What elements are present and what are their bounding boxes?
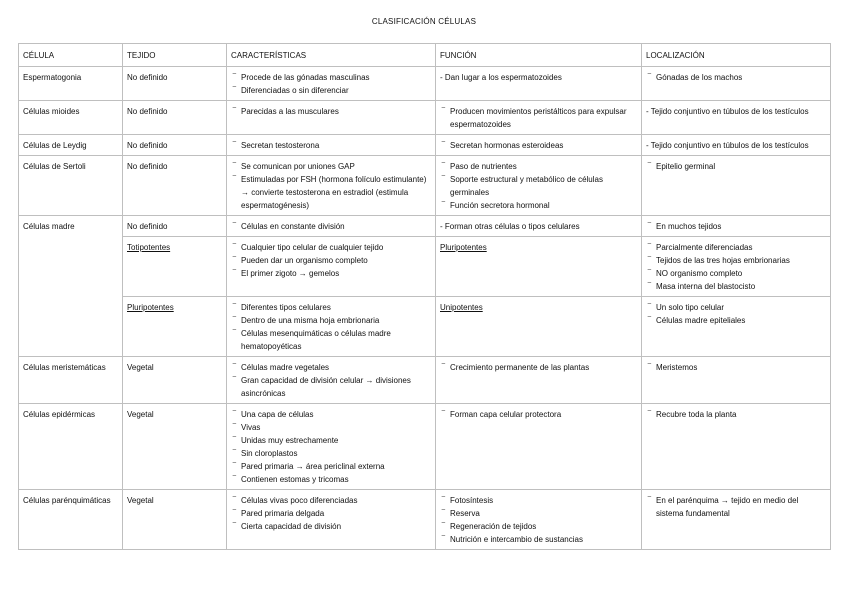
location-item: - Tejido conjuntivo en túbulos de los testículos	[646, 107, 809, 116]
function-item: ⁻ Crecimiento permanente de las plantas	[440, 361, 637, 374]
cell-name: Células de Sertoli	[19, 156, 123, 216]
header-cell: CÉLULA	[19, 44, 123, 67]
feature-item: ⁻ Unidas muy estrechamente	[231, 434, 431, 447]
feature-item: ⁻ Cualquier tipo celular de cualquier tejido	[231, 241, 431, 254]
function-item: ⁻ Secretan hormonas esteroideas	[440, 139, 637, 152]
function	[436, 357, 642, 404]
feature-item: ⁻ Células madre vegetales	[231, 361, 431, 374]
feature-item: ⁻ Pared primaria → área periclinal externa	[231, 460, 431, 473]
function	[436, 404, 642, 490]
function	[436, 135, 642, 156]
feature-item: ⁻ Gran capacidad de división celular → divisiones asincrónicas	[231, 374, 431, 400]
feature-item: ⁻ Diferentes tipos celulares	[231, 301, 431, 314]
location	[642, 490, 831, 550]
subtype-label: Pluripotentes	[440, 243, 487, 252]
feature-item: ⁻ Células en constante división	[231, 220, 431, 233]
table-row	[19, 404, 831, 490]
table-row	[19, 67, 831, 101]
function	[436, 101, 642, 135]
feature-item: ⁻ Una capa de células	[231, 408, 431, 421]
location	[642, 135, 831, 156]
location-item: ⁻ Epitelio germinal	[646, 160, 826, 173]
features	[227, 67, 436, 101]
location-item: ⁻ Tejidos de las tres hojas embrionarias	[646, 254, 826, 267]
document-title: CLASIFICACIÓN CÉLULAS	[371, 17, 477, 26]
tissue: Vegetal	[123, 490, 227, 550]
function-item: - Forman otras células o tipos celulares	[440, 222, 580, 231]
table-header-row	[19, 44, 831, 67]
feature-item: ⁻ Células mesenquimáticas o células madre hematopoyéticas	[231, 327, 431, 353]
location	[642, 216, 831, 237]
location	[642, 404, 831, 490]
feature-item: ⁻ El primer zigoto → gemelos	[231, 267, 431, 280]
feature-item: ⁻ Contienen estomas y tricomas	[231, 473, 431, 486]
tissue	[123, 297, 227, 357]
location-item: ⁻ NO organismo completo	[646, 267, 826, 280]
subtype-label: Unipotentes	[440, 303, 483, 312]
subtype-label: Pluripotentes	[127, 303, 174, 312]
header-function: FUNCIÓN	[436, 44, 642, 67]
location	[642, 101, 831, 135]
tissue: Vegetal	[123, 357, 227, 404]
feature-item: ⁻ Vivas	[231, 421, 431, 434]
location	[642, 67, 831, 101]
function-item: ⁻ Nutrición e intercambio de sustancias	[440, 533, 637, 546]
function-item: ⁻ Paso de nutrientes	[440, 160, 637, 173]
features	[227, 490, 436, 550]
table-row	[19, 237, 831, 297]
cell-name: Células epidérmicas	[19, 404, 123, 490]
feature-item: ⁻ Cierta capacidad de división	[231, 520, 431, 533]
tissue: No definido	[123, 101, 227, 135]
function-item: ⁻ Forman capa celular protectora	[440, 408, 637, 421]
function-item: ⁻ Producen movimientos peristálticos para expulsar espermatozoides	[440, 105, 637, 131]
location-item: ⁻ Meristemos	[646, 361, 826, 374]
function-item: ⁻ Fotosíntesis	[440, 494, 637, 507]
feature-item: ⁻ Secretan testosterona	[231, 139, 431, 152]
location	[642, 156, 831, 216]
tissue: No definido	[123, 216, 227, 237]
tissue: No definido	[123, 156, 227, 216]
cell-name: Células mioides	[19, 101, 123, 135]
feature-item: ⁻ Diferenciadas o sin diferenciar	[231, 84, 431, 97]
tissue: No definido	[123, 67, 227, 101]
function	[436, 216, 642, 237]
location-item: ⁻ Gónadas de los machos	[646, 71, 826, 84]
function-item: - Dan lugar a los espermatozoides	[440, 73, 562, 82]
subtype-label: Totipotentes	[127, 243, 171, 252]
function	[436, 237, 642, 297]
cell-name: Células parénquimáticas	[19, 490, 123, 550]
header-features: CARACTERÍSTICAS	[227, 44, 436, 67]
feature-item: ⁻ Pueden dar un organismo completo	[231, 254, 431, 267]
location-item: ⁻ Masa interna del blastocisto	[646, 280, 826, 293]
tissue: No definido	[123, 135, 227, 156]
table-row	[19, 490, 831, 550]
features	[227, 357, 436, 404]
location	[642, 297, 831, 357]
cell-name: Células de Leydig	[19, 135, 123, 156]
feature-item: ⁻ Sin cloroplastos	[231, 447, 431, 460]
function-item: ⁻ Función secretora hormonal	[440, 199, 637, 212]
features	[227, 156, 436, 216]
location-item: ⁻ Un solo tipo celular	[646, 301, 826, 314]
table-row	[19, 297, 831, 357]
tissue: Vegetal	[123, 404, 227, 490]
function	[436, 490, 642, 550]
features	[227, 297, 436, 357]
table-row	[19, 216, 831, 237]
cell-name: Células madre	[19, 216, 123, 357]
feature-item: ⁻ Se comunican por uniones GAP	[231, 160, 431, 173]
feature-item: ⁻ Parecidas a las musculares	[231, 105, 431, 118]
location-item: ⁻ En muchos tejidos	[646, 220, 826, 233]
features	[227, 135, 436, 156]
location-item: ⁻ Parcialmente diferenciadas	[646, 241, 826, 254]
function-item: ⁻ Soporte estructural y metabólico de células germinales	[440, 173, 637, 199]
feature-item: ⁻ Pared primaria delgada	[231, 507, 431, 520]
features	[227, 237, 436, 297]
location-item: ⁻ Recubre toda la planta	[646, 408, 826, 421]
tissue	[123, 237, 227, 297]
features	[227, 216, 436, 237]
header-location: LOCALIZACIÓN	[642, 44, 831, 67]
function	[436, 297, 642, 357]
cell-name: Células meristemáticas	[19, 357, 123, 404]
table-row	[19, 156, 831, 216]
function-item: ⁻ Regeneración de tejidos	[440, 520, 637, 533]
table-row	[19, 101, 831, 135]
feature-item: ⁻ Procede de las gónadas masculinas	[231, 71, 431, 84]
cell-classification-table	[18, 43, 831, 550]
features	[227, 404, 436, 490]
feature-item: ⁻ Estimuladas por FSH (hormona folículo estimulante) → convierte testosterona en estradiol (estimula espermatogénesis)	[231, 173, 431, 212]
location-item: ⁻ En el parénquima → tejido en medio del sistema fundamental	[646, 494, 826, 520]
function	[436, 67, 642, 101]
features	[227, 101, 436, 135]
feature-item: ⁻ Dentro de una misma hoja embrionaria	[231, 314, 431, 327]
function	[436, 156, 642, 216]
table-row	[19, 135, 831, 156]
location-item: ⁻ Células madre epiteliales	[646, 314, 826, 327]
feature-item: ⁻ Células vivas poco diferenciadas	[231, 494, 431, 507]
table-row	[19, 357, 831, 404]
location-item: - Tejido conjuntivo en túbulos de los testículos	[646, 141, 809, 150]
function-item: ⁻ Reserva	[440, 507, 637, 520]
location	[642, 357, 831, 404]
location	[642, 237, 831, 297]
cell-name: Espermatogonia	[19, 67, 123, 101]
header-tissue: TEJIDO	[123, 44, 227, 67]
